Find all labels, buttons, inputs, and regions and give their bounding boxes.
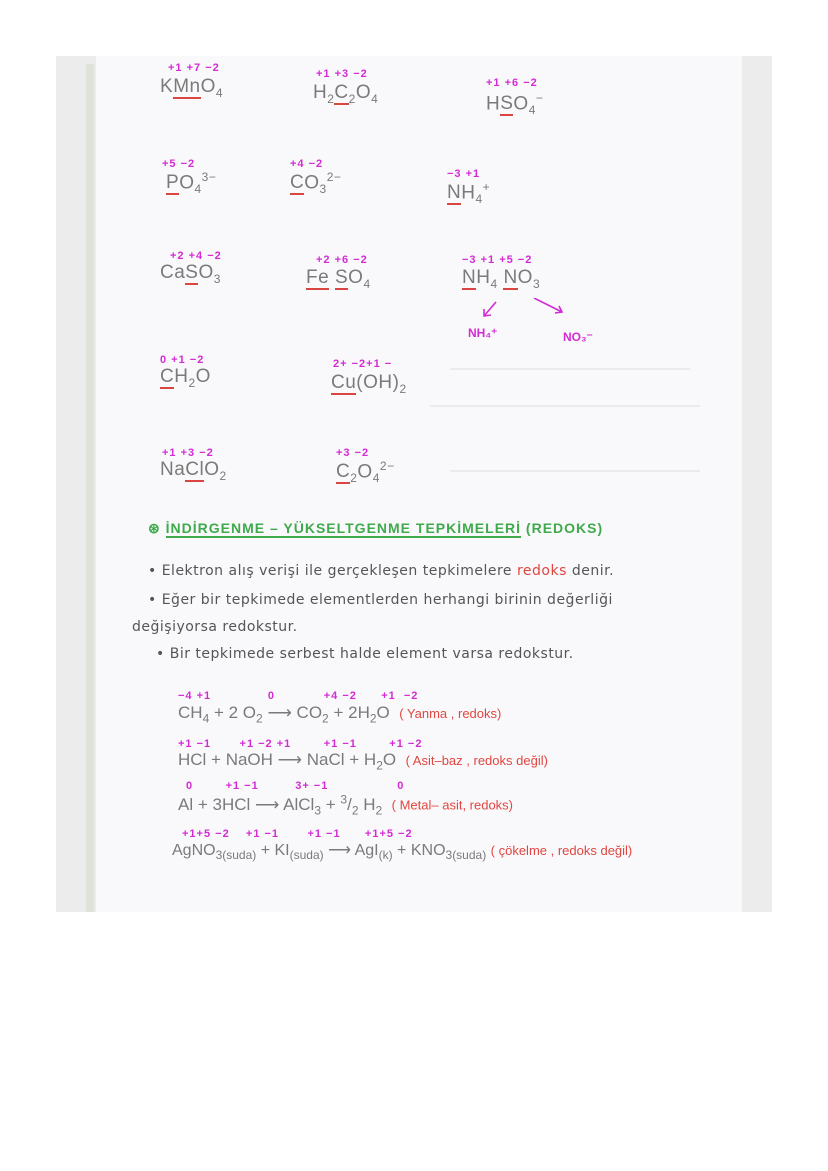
bullet-text: • Elektron alış verişi ile gerçekleşen tepkimelere bbox=[148, 563, 517, 579]
formula: NaClO$_2$ bbox=[160, 459, 227, 483]
reaction-note: ( çökelme , redoks değil) bbox=[490, 843, 633, 858]
formula: $HSO_4^-$ bbox=[486, 91, 544, 118]
section-heading bbox=[148, 520, 603, 537]
equation bbox=[178, 750, 548, 772]
equation-text: HCl + NaOH ⟶ NaCl + $H_2O$ bbox=[178, 750, 397, 773]
bleed-through-line bbox=[430, 405, 700, 407]
scanned-notes-page bbox=[56, 56, 772, 912]
formula: $C_2O_4^{2-}$ bbox=[336, 459, 395, 486]
bullet-valence-change: • Eğer bir tepkimede elementlerden herhangi birinin değerliği bbox=[148, 592, 613, 608]
section-subtitle: (REDOKS) bbox=[525, 520, 604, 536]
bullet-text: denir. bbox=[566, 563, 615, 579]
equation-text: AgNO$_{3(suda)}$ + $KI_{(suda)}$ ⟶ $AgI_{(k)} + KNO_{3(suda)}$ bbox=[172, 842, 487, 863]
bullet-free-element: • Bir tepkimede serbest halde element varsa redokstur. bbox=[156, 646, 574, 662]
equation bbox=[178, 792, 513, 817]
formula: $NH_4^+$ bbox=[447, 180, 491, 207]
oxidation-numbers: −3 +1 +5 −2 bbox=[462, 254, 533, 266]
oxidation-numbers: +3 −2 bbox=[336, 447, 370, 459]
equation bbox=[172, 840, 632, 862]
section-title: İNDİRGENME – YÜKSELTGENME TEPKİMELERİ bbox=[165, 520, 522, 536]
formula: Fe $SO_4$ bbox=[306, 267, 371, 291]
dissociation-arrows-icon bbox=[478, 298, 578, 324]
nitrate-ion: NO₃⁻ bbox=[563, 330, 593, 344]
reaction-note: ( Asit–baz , redoks değil) bbox=[405, 753, 548, 768]
oxidation-numbers: +1 +3 −2 bbox=[316, 68, 368, 80]
oxidation-numbers: 0 +1 −1 3+ −1 0 bbox=[186, 780, 405, 792]
oxidation-numbers: −4 +1 0 +4 −2 +1 −2 bbox=[178, 690, 419, 702]
formula: CaSO$_3$ bbox=[160, 262, 221, 286]
oxidation-numbers: +1+5 −2 +1 −1 +1 −1 +1+5 −2 bbox=[182, 828, 413, 840]
oxidation-numbers: 2+ −2+1 − bbox=[333, 358, 393, 370]
oxidation-numbers: +2 +6 −2 bbox=[316, 254, 368, 266]
reaction-note: ( Yanma , redoks) bbox=[399, 706, 502, 721]
bleed-through-line bbox=[450, 368, 690, 370]
oxidation-numbers: +5 −2 bbox=[162, 158, 196, 170]
bleed-through-line bbox=[450, 470, 700, 472]
oxidation-numbers: +2 +4 −2 bbox=[170, 250, 222, 262]
oxidation-numbers: +1 +7 −2 bbox=[168, 62, 220, 74]
formula: $CH_2O$ bbox=[160, 366, 211, 390]
equation-text: Al + 3HCl ⟶ AlCl$_3$ + $^3/_2$ $H_2$ bbox=[178, 792, 383, 818]
equation bbox=[178, 703, 501, 725]
ammonium-ion: NH₄⁺ bbox=[468, 326, 498, 340]
bullet-definition bbox=[148, 563, 614, 579]
asterisk-bullet-icon: ⊛ bbox=[148, 520, 161, 536]
equation-text: $CH_4 + 2$ $O_2$ ⟶ $CO_2 + 2H_2O$ bbox=[178, 703, 390, 726]
oxidation-numbers: +1 −1 +1 −2 +1 +1 −1 +1 −2 bbox=[178, 738, 423, 750]
oxidation-numbers: −3 +1 bbox=[447, 168, 481, 180]
formula: $PO_4^{3-}$ bbox=[166, 170, 217, 197]
formula: $Cu(OH)_2$ bbox=[331, 372, 407, 396]
oxidation-numbers: +1 +3 −2 bbox=[162, 447, 214, 459]
notebook-edge bbox=[86, 64, 94, 912]
formula: KMnO$_4$ bbox=[160, 76, 224, 100]
highlight-redoks: redoks bbox=[516, 563, 567, 579]
oxidation-numbers: 0 +1 −2 bbox=[160, 354, 205, 366]
bullet-valence-change-cont: değişiyorsa redokstur. bbox=[132, 619, 298, 635]
oxidation-numbers: +1 +6 −2 bbox=[486, 77, 538, 89]
oxidation-numbers: +4 −2 bbox=[290, 158, 324, 170]
formula: $H_2C_2O_4$ bbox=[313, 82, 379, 106]
formula: $CO_3^{2-}$ bbox=[290, 170, 342, 197]
reaction-note: ( Metal– asit, redoks) bbox=[391, 797, 514, 813]
formula: $NH_4$ $NO_3$ bbox=[462, 267, 541, 291]
